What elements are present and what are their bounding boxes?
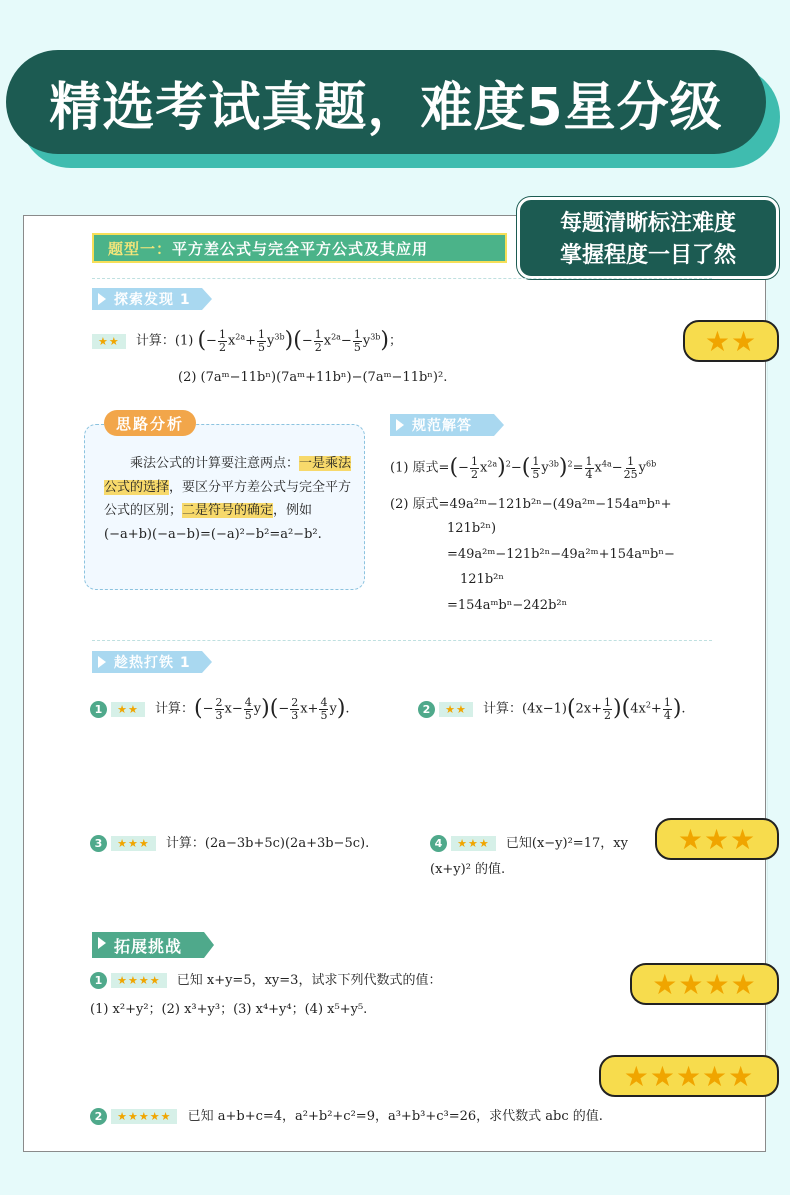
three-star-badge: ★★★: [655, 818, 779, 860]
practice-q2-lead: 计算：(4x−1): [483, 701, 567, 717]
practice-q2: 2 ★★ 计算：(4x−1)(2x+ $\frac{1}{2}$ )($4x^2+$ $\frac{1}{4}$ ).: [418, 696, 686, 722]
answer-line-5: 121b²ⁿ: [460, 572, 504, 587]
question-number: 1: [90, 701, 107, 718]
callout-line-1: 每题清晰标注难度: [559, 210, 736, 236]
banner-title: 精选考试真题，难度5星分级: [49, 77, 723, 138]
section-challenge-label: 拓展挑战: [114, 936, 183, 956]
think-text-1: 乘法公式的计算要注意两点：: [130, 456, 300, 471]
divider: [92, 278, 712, 279]
question-number: 4: [430, 835, 447, 852]
answer-line-4: =49a²ᵐ−121b²ⁿ−49a²ᵐ+154aᵐbⁿ−: [447, 547, 675, 562]
think-text-3: ，例如(−a+b)(−a−b)=(−a)²−b²=a²−b².: [104, 503, 322, 542]
section-challenge: [92, 932, 204, 958]
practice-q4-continued: (x+y)² 的值.: [430, 862, 506, 877]
think-highlight-1: 一是乘法公式的选择: [104, 456, 352, 495]
practice-q3: [90, 835, 369, 852]
challenge-q2: [90, 1108, 603, 1125]
answer-line-2: (2) 原式=49a²ᵐ−121b²ⁿ−(49a²ᵐ−154aᵐbⁿ+: [390, 497, 672, 512]
challenge-q1-text: 已知 x+y=5，xy=3，试求下列代数式的值：: [176, 973, 442, 988]
practice-q3-text: 计算：(2a−3b+5c)(2a+3b−5c).: [165, 836, 370, 851]
practice-q4: [430, 835, 628, 852]
challenge-q1: [90, 972, 441, 989]
answer-line-1: (1) 原式=(− $\frac{1}{2}$ $x^{2a})^2-$( $\frac{1}{5}$ $y^{3b})^2=$ $\frac{1}{4}$ $x^{4a}-$ $\frac{1}{25}$ $y^{6b}$: [390, 454, 657, 481]
practice-q1: 1 ★★ 计算：(− $\frac{2}{3}$ x− $\frac{4}{5}$ y)(− $\frac{2}{3}$ x+ $\frac{4}{5}$ y).: [90, 696, 350, 722]
difficulty-stars: ★★★★: [111, 973, 166, 988]
question-number: 2: [90, 1108, 107, 1125]
section-practice: [92, 651, 202, 673]
difficulty-stars: ★★★: [111, 836, 156, 851]
difficulty-stars: ★★: [439, 702, 473, 717]
think-highlight-2: 二是符号的确定: [182, 503, 274, 518]
topic-prefix: 题型一：: [108, 239, 173, 258]
challenge-q1-parts: (1) x²+y²；(2) x³+y³；(3) x⁴+y⁴；(4) x⁵+y⁵.: [90, 1002, 368, 1017]
problem-1-lead: 计算：(1): [135, 333, 194, 349]
question-number: 3: [90, 835, 107, 852]
practice-q1-lead: 计算：: [155, 701, 195, 717]
difficulty-stars: ★★: [92, 334, 126, 349]
question-number: 1: [90, 972, 107, 989]
problem-1-part-2: (2) (7aᵐ−11bⁿ)(7aᵐ+11bⁿ)−(7aᵐ−11bⁿ)².: [178, 370, 448, 385]
callout-line-2: 掌握程度一目了然: [559, 242, 736, 268]
answer-1-prefix: (1) 原式=: [390, 460, 450, 476]
section-explore: [92, 288, 202, 310]
difficulty-stars: ★★★: [451, 836, 496, 851]
four-star-badge: ★★★★: [630, 963, 779, 1005]
challenge-q2-text: 已知 a+b+c=4，a²+b²+c²=9，a³+b³+c³=26，求代数式 abc 的值.: [187, 1109, 603, 1124]
five-star-badge: ★★★★★: [599, 1055, 779, 1097]
difficulty-stars: ★★★★★: [111, 1109, 177, 1124]
difficulty-stars: ★★: [111, 702, 145, 717]
think-text-2: ，要区分平方差公式与完全平方公式的区别；: [104, 479, 352, 518]
banner-body: [6, 50, 766, 154]
think-text: [104, 452, 354, 546]
section-answer-label: 规范解答: [412, 418, 472, 434]
section-explore-label: 探索发现 1: [114, 292, 191, 308]
section-think: 思路分析: [104, 410, 196, 436]
two-star-badge: ★★: [683, 320, 779, 362]
title-banner: [6, 50, 780, 168]
topic-title: 平方差公式与完全平方公式及其应用: [172, 239, 429, 258]
problem-1-part-1: ★★ 计算：(1) (− $\frac{1}{2}$ $x^{2a}+$ $\frac{1}{5}$ $y^{3b})(-$ $\frac{1}{2}$ $x^{2a}-$ $\frac{1}{5}$ $y^{3b}$)；: [92, 328, 402, 354]
section-practice-label: 趁热打铁 1: [114, 655, 191, 671]
page-edge-line: [767, 300, 768, 1050]
answer-line-3: 121b²ⁿ): [447, 521, 497, 536]
question-number: 2: [418, 701, 435, 718]
practice-q4-text-a: 已知(x−y)²=17，xy: [505, 836, 628, 851]
section-answer: [390, 414, 494, 436]
topic-header: [92, 233, 507, 263]
difficulty-callout: [517, 197, 779, 279]
answer-line-6: =154aᵐbⁿ−242b²ⁿ: [447, 598, 568, 613]
divider: [92, 640, 712, 641]
